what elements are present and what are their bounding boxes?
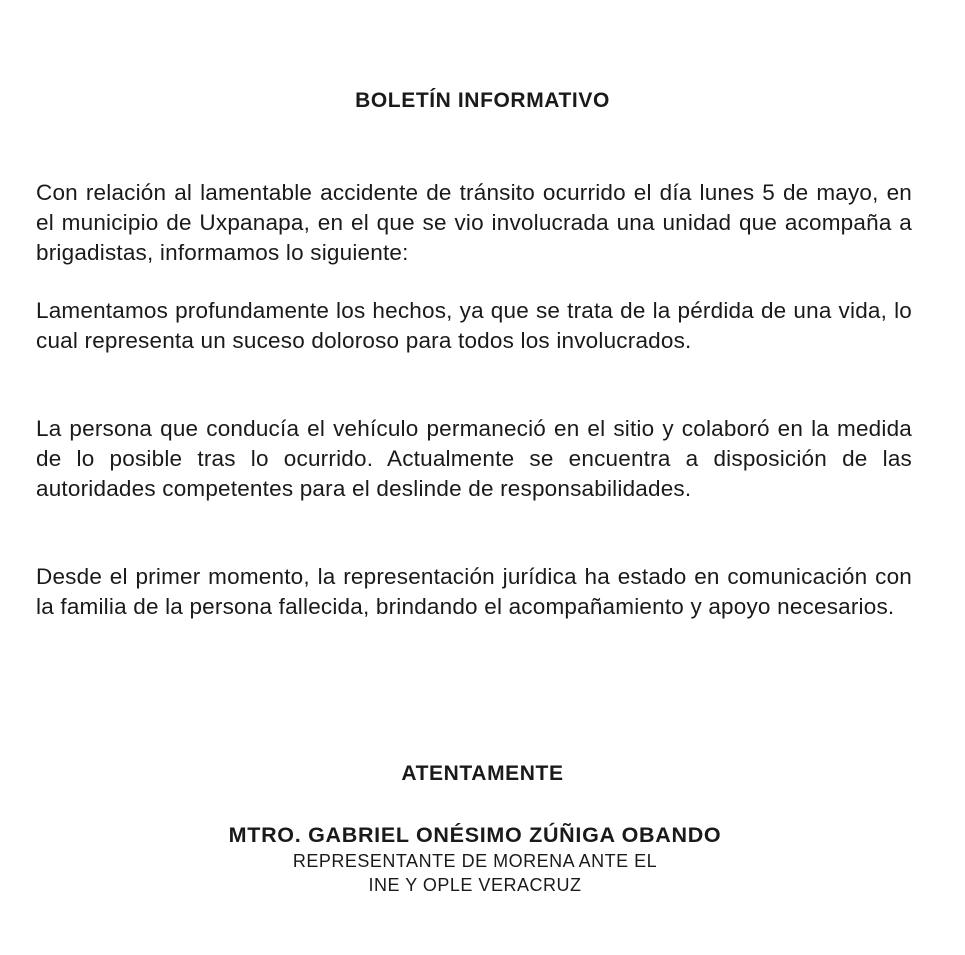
document-title: BOLETÍN INFORMATIVO	[355, 89, 610, 112]
signer-role-line1: REPRESENTANTE DE MORENA ANTE EL	[292, 851, 658, 871]
signer-role-line2: INE Y OPLE VERACRUZ	[368, 875, 582, 895]
paragraph-driver-status: La persona que conducía el vehículo permaneció en el sitio y colaboró en la medida de lo posible tras lo ocurrido. Actualmente se encuentra a disposición de las autoridades competentes para el deslinde de responsabilidades.	[36, 416, 912, 501]
closing-salutation: ATENTAMENTE	[401, 762, 564, 785]
paragraph-legal-support: Desde el primer momento, la representación jurídica ha estado en comunicación con la familia de la persona fallecida, brindando el acompañamiento y apoyo necesarios.	[36, 564, 912, 619]
paragraph-condolences: Lamentamos profundamente los hechos, ya que se trata de la pérdida de una vida, lo cual representa un suceso doloroso para todos los involucrados.	[36, 298, 912, 353]
paragraph-accident-context: Con relación al lamentable accidente de tránsito ocurrido el día lunes 5 de mayo, en el municipio de Uxpanapa, en el que se vio involucrada una unidad que acompaña a brigadistas, informamos lo siguiente:	[36, 180, 912, 265]
signer-name: MTRO. GABRIEL ONÉSIMO ZÚÑIGA OBANDO	[228, 823, 722, 847]
